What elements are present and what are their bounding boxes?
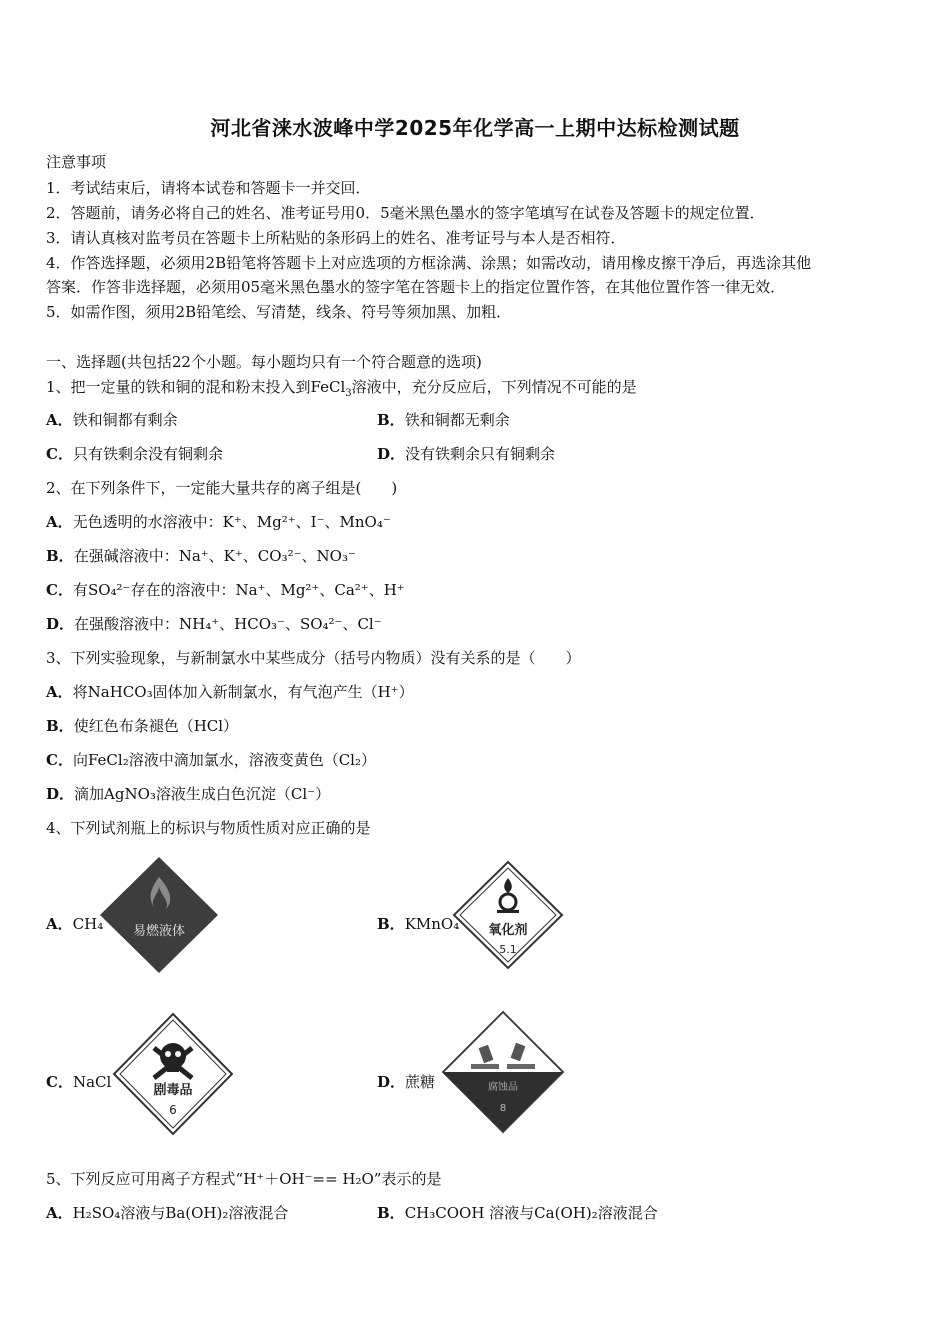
notice-item-5: 5．如需作图，须用2B铅笔绘、写清楚，线条、符号等须加黑、加粗． bbox=[46, 303, 512, 321]
question-2-stem: 2、在下列条件下，一定能大量共存的离子组是( ) bbox=[46, 479, 398, 497]
page-title: 河北省涞水波峰中学2025年化学高一上期中达标检测试题 bbox=[210, 116, 740, 140]
question-3-stem: 3、下列实验现象，与新制氯水中某些成分（括号内物质）没有关系的是（ ） bbox=[46, 649, 581, 667]
question-4-stem: 4、下列试剂瓶上的标识与物质性质对应正确的是 bbox=[46, 819, 371, 837]
toxic-sign bbox=[112, 1012, 234, 1136]
corrosive-sign bbox=[441, 1010, 565, 1134]
q1-option-d[interactable]: D．没有铁剩余只有铜剩余 bbox=[377, 445, 556, 463]
notice-item-2: 2．答题前，请务必将自己的姓名、准考证号用0．5毫米黑色墨水的签字笔填写在试卷及答题卡的规定位置． bbox=[46, 204, 765, 222]
skull-crossbones-icon bbox=[112, 1012, 234, 1136]
q4-option-d[interactable]: D．蔗糖 bbox=[377, 1073, 436, 1091]
notice-item-4: 4．作答选择题，必须用2B铅笔将答题卡上对应选项的方框涂满、涂黑；如需改动，请用橡皮擦干净后，再选涂其他 bbox=[46, 254, 812, 272]
oxidizer-sign-number: 5.1 bbox=[499, 943, 517, 956]
corrosive-icon bbox=[441, 1010, 565, 1134]
flammable-sign-label: 易燃液体 bbox=[132, 924, 186, 939]
q2-option-d[interactable]: D．在强酸溶液中：NH₄⁺、HCO₃⁻、SO₄²⁻、Cl⁻ bbox=[46, 615, 382, 633]
notice-item-3: 3．请认真核对监考员在答题卡上所粘贴的条形码上的姓名、准考证号与本人是否相符． bbox=[46, 229, 626, 247]
corrosive-sign-number: 8 bbox=[499, 1103, 507, 1114]
flame-icon bbox=[98, 855, 220, 975]
notice-item-4-cont: 答案．作答非选择题，必须用05毫米黑色墨水的签字笔在答题卡上的指定位置作答，在其他位置作答一律无效． bbox=[46, 278, 786, 296]
notice-heading: 注意事项 bbox=[46, 153, 107, 171]
q1-option-a[interactable]: A．铁和铜都有剩余 bbox=[46, 411, 178, 429]
q3-option-d[interactable]: D．滴加AgNO₃溶液生成白色沉淀（Cl⁻） bbox=[46, 785, 331, 803]
question-5-stem: 5、下列反应可用离子方程式“H⁺＋OH⁻== H₂O”表示的是 bbox=[46, 1170, 442, 1188]
notice-item-1: 1．考试结束后，请将本试卷和答题卡一并交回． bbox=[46, 179, 371, 197]
oxidizer-sign bbox=[452, 860, 564, 970]
q1-option-b[interactable]: B．铁和铜都无剩余 bbox=[377, 411, 510, 429]
q4-option-c[interactable]: C．NaCl bbox=[46, 1073, 112, 1091]
q4-option-a[interactable]: A．CH₄ bbox=[46, 915, 104, 933]
q2-option-c[interactable]: C．有SO₄²⁻存在的溶液中：Na⁺、Mg²⁺、Ca²⁺、H⁺ bbox=[46, 581, 405, 599]
q2-option-b[interactable]: B．在强碱溶液中：Na⁺、K⁺、CO₃²⁻、NO₃⁻ bbox=[46, 547, 356, 565]
q3-option-c[interactable]: C．向FeCl₂溶液中滴加氯水，溶液变黄色（Cl₂） bbox=[46, 751, 376, 769]
q1-option-c[interactable]: C．只有铁剩余没有铜剩余 bbox=[46, 445, 223, 463]
oxidizer-icon bbox=[452, 860, 564, 970]
q3-option-b[interactable]: B．使红色布条褪色（HCl） bbox=[46, 717, 239, 735]
oxidizer-sign-label: 氧化剂 bbox=[488, 923, 528, 938]
q5-option-b[interactable]: B．CH₃COOH 溶液与Ca(OH)₂溶液混合 bbox=[377, 1204, 658, 1222]
flammable-liquid-sign bbox=[98, 855, 220, 975]
q4-option-b[interactable]: B．KMnO₄ bbox=[377, 915, 460, 933]
toxic-sign-label: 剧毒品 bbox=[153, 1083, 193, 1098]
section-heading: 一、选择题(共包括22个小题。每小题均只有一个符合题意的选项) bbox=[46, 353, 482, 371]
toxic-sign-number: 6 bbox=[169, 1103, 177, 1117]
q5-option-a[interactable]: A．H₂SO₄溶液与Ba(OH)₂溶液混合 bbox=[46, 1204, 289, 1222]
question-1-stem: 1、把一定量的铁和铜的混和粉末投入到FeCl$_3$溶液中，充分反应后，下列情况不可能的是 bbox=[46, 378, 637, 399]
q3-option-a[interactable]: A．将NaHCO₃固体加入新制氯水，有气泡产生（H⁺） bbox=[46, 683, 414, 701]
corrosive-sign-label: 腐蚀品 bbox=[488, 1082, 518, 1093]
q2-option-a[interactable]: A．无色透明的水溶液中：K⁺、Mg²⁺、I⁻、MnO₄⁻ bbox=[46, 513, 391, 531]
